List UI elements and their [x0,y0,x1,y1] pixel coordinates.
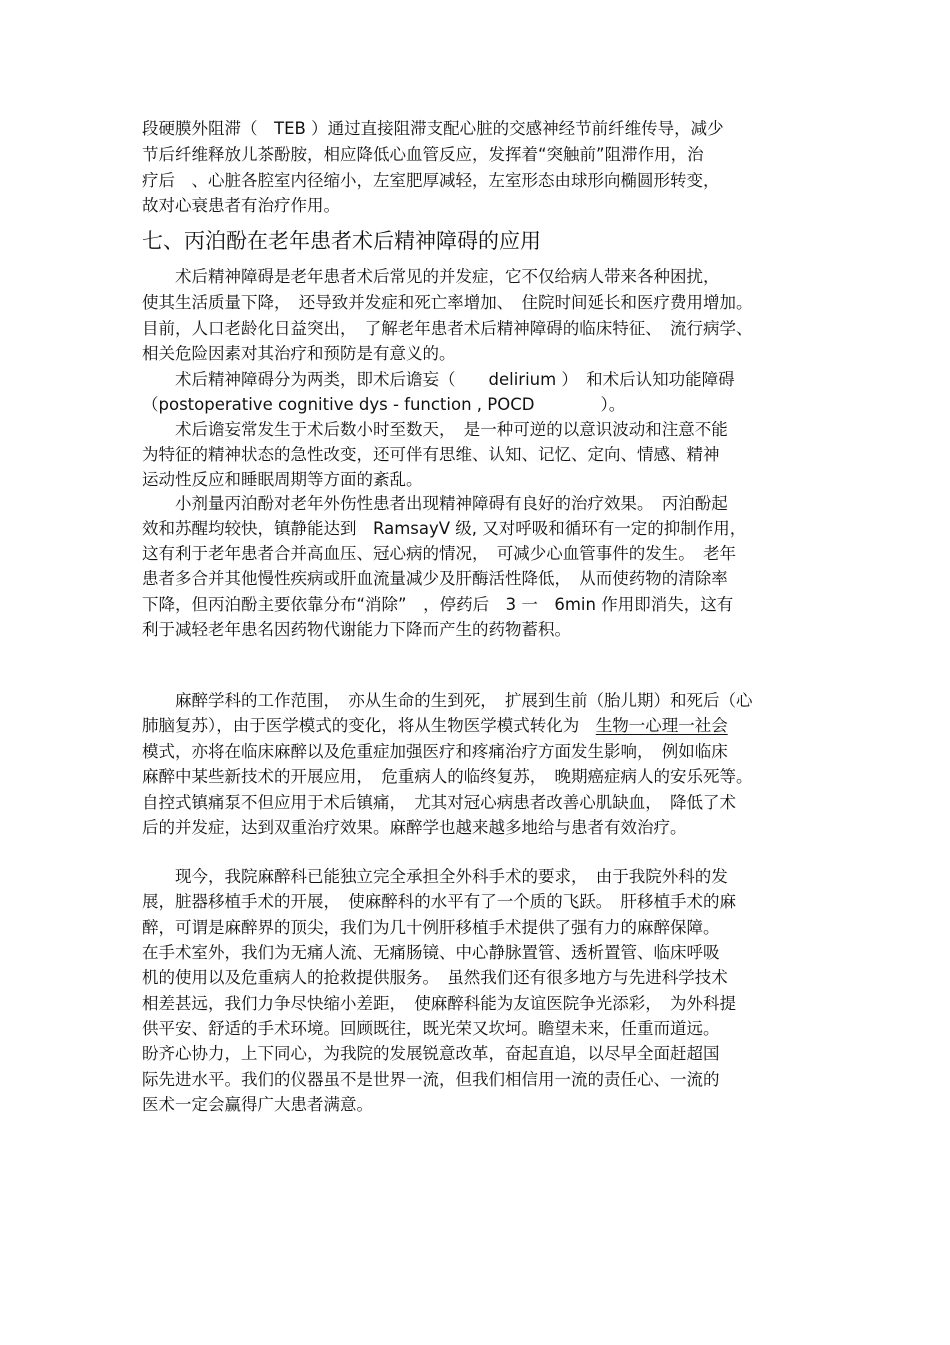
text-line [142,715,728,737]
text-line: 相差甚远，我们力争尽快缩小差距， 使麻醉科能为友谊医院争光添彩， 为外科提 [142,994,736,1013]
text-line: 供平安、舒适的手术环境。回顾既往，既光荣又坎坷。瞻望未来，任重而道远。 [142,1019,720,1038]
underlined-term: 生物一心理一社会 [595,716,728,735]
text-line: 小剂量丙泊酚对老年外伤性患者出现精神障碍有良好的治疗效果。 丙泊酚起 [142,494,728,513]
text-line: 自控式镇痛泵不但应用于术后镇痛， 尤其对冠心病患者改善心肌缺血， 降低了术 [142,793,736,812]
text-line: 际先进水平。我们的仪器虽不是世界一流，但我们相信用一流的责任心、一流的 [142,1070,720,1089]
text-line: 故对心衰患者有治疗作用。 [142,196,340,215]
text-line: 医术一定会赢得广大患者满意。 [142,1095,373,1114]
text-line: 这有利于老年患者合并高血压、冠心病的情况， 可减少心血管事件的发生。 老年 [142,544,736,563]
text-line: 运动性反应和睡眠周期等方面的紊乱。 [142,470,423,489]
text-line: 段硬膜外阻滞（ TEB ）通过直接阻滞支配心脏的交感神经节前纤维传导，减少 [142,119,724,138]
text-line: 使其生活质量下降， 还导致并发症和死亡率增加、 住院时间延长和医疗费用增加。 [142,293,753,312]
text-line: 目前，人口老龄化日益突出， 了解老年患者术后精神障碍的临床特征、 流行病学、 [142,319,753,338]
text-line: 效和苏醒均较快，镇静能达到 RamsayV 级, 又对呼吸和循环有一定的抑制作用， [142,519,747,538]
section-heading: 七、丙泊酚在老年患者术后精神障碍的应用 [142,229,541,253]
text-line: 模式，亦将在临床麻醉以及危重症加强医疗和疼痛治疗方面发生影响， 例如临床 [142,742,728,761]
text-line: 节后纤维释放儿茶酚胺，相应降低心血管反应，发挥着“突触前”阻滞作用，治 [142,145,704,164]
text-line: 为特征的精神状态的急性改变，还可伴有思维、认知、记忆、定向、情感、精神 [142,445,720,464]
text-line: 术后谵妄常发生于术后数小时至数天， 是一种可逆的以意识波动和注意不能 [142,420,728,439]
text-segment: 肺脑复苏），由于医学模式的变化，将从生物医学模式转化为 [142,716,596,735]
text-line: 展，脏器移植手术的开展， 使麻醉科的水平有了一个质的飞跃。 肝移植手术的麻 [142,892,736,911]
text-line: 后的并发症，达到双重治疗效果。麻醉学也越来越多地给与患者有效治疗。 [142,818,687,837]
text-line: 麻醉中某些新技术的开展应用， 危重病人的临终复苏， 晚期癌症病人的安乐死等。 [142,767,753,786]
text-line: 下降，但丙泊酚主要依靠分布“消除” ，停药后 3 一 6min 作用即消失，这有 [142,595,734,614]
text-line: 相关危险因素对其治疗和预防是有意义的。 [142,344,456,363]
text-line: 术后精神障碍是老年患者术后常见的并发症，它不仅给病人带来各种困扰， [142,267,720,286]
text-line: 利于减轻老年患名因药物代谢能力下降而产生的药物蓄积。 [142,620,571,639]
text-line: 机的使用以及危重病人的抢救提供服务。 虽然我们还有很多地方与先进科学技术 [142,968,728,987]
text-line: 疗后 、心脏各腔室内径缩小，左室肥厚减轻，左室形态由球形向椭圆形转变， [142,171,720,190]
text-line: 现今，我院麻醉科已能独立完全承担全外科手术的要求， 由于我院外科的发 [142,867,728,886]
text-line: 麻醉学科的工作范围， 亦从生命的生到死， 扩展到生前（胎儿期）和死后（心 [142,691,753,710]
text-line: 术后精神障碍分为两类，即术后谵妄（ delirium ） 和术后认知功能障碍 [142,370,735,389]
text-line: （postoperative cognitive dys - function , POCD ）。 [142,395,626,414]
text-line: 在手术室外，我们为无痛人流、无痛肠镜、中心静脉置管、透析置管、临床呼吸 [142,943,720,962]
text-line: 盼齐心协力，上下同心，为我院的发展锐意改革，奋起直追，以尽早全面赶超国 [142,1044,720,1063]
text-line: 醉，可谓是麻醉界的顶尖，我们为几十例肝移植手术提供了强有力的麻醉保障。 [142,918,720,937]
text-line: 患者多合并其他慢性疾病或肝血流量减少及肝酶活性降低， 从而使药物的清除率 [142,569,728,588]
